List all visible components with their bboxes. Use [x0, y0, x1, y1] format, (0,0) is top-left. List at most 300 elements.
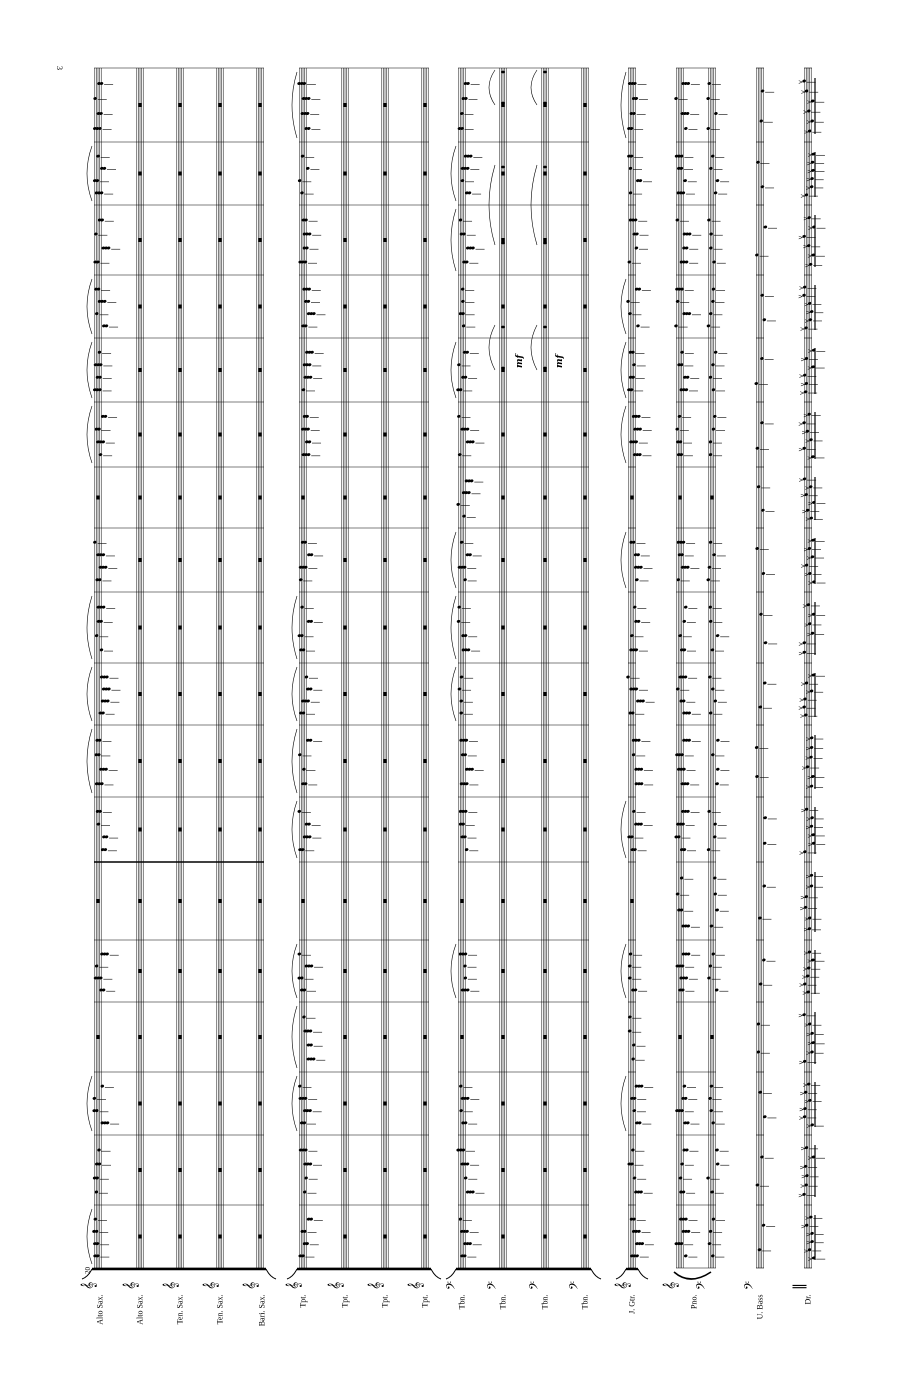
rest: [344, 558, 347, 562]
note-head: [755, 446, 759, 450]
accent-mark: >: [806, 774, 812, 782]
note-head: [98, 809, 102, 813]
note-head: [686, 1229, 690, 1233]
accent-mark: >: [805, 884, 811, 891]
note-head: [466, 82, 470, 86]
accent-mark: >: [798, 1059, 804, 1067]
rest: [179, 172, 182, 176]
note-head: [311, 1057, 315, 1061]
note-head: [674, 324, 678, 328]
slur: [621, 1076, 626, 1131]
instrument-label-pno: Pno.: [689, 1294, 699, 1309]
rest: [139, 969, 142, 973]
note-head: [99, 363, 103, 367]
note-head: [707, 1242, 711, 1246]
note-head: [465, 427, 469, 431]
rest: [344, 899, 347, 903]
rest: [259, 1235, 262, 1239]
note-head: [636, 324, 640, 328]
clef-glyph: 𝄢: [528, 1280, 544, 1290]
rest: [711, 496, 714, 500]
rest: [584, 899, 587, 903]
note-head: [760, 185, 764, 189]
note-head: [468, 1242, 472, 1246]
accent-mark: >: [799, 905, 805, 913]
rest: [584, 828, 587, 832]
note-head: [468, 553, 472, 557]
slur: [292, 72, 297, 138]
note-head: [463, 375, 467, 379]
note-head: [675, 892, 679, 896]
note-head: [629, 388, 633, 392]
rest: [219, 969, 222, 973]
note-head: [97, 1148, 101, 1152]
note-head: [307, 232, 311, 236]
measure-number: 20: [84, 1267, 92, 1274]
note-head: [635, 1254, 639, 1258]
accent-mark: >: [807, 253, 813, 260]
clef-glyph: 𝄢: [743, 1280, 759, 1290]
note-head: [632, 363, 636, 367]
clef-glyph: 𝄞: [615, 1281, 631, 1290]
note-head: [95, 312, 99, 316]
slur: [621, 801, 626, 858]
rest: [584, 238, 587, 242]
note-head: [307, 822, 311, 826]
rest: [584, 558, 587, 562]
rest: [139, 1102, 142, 1106]
note-head: [462, 514, 466, 518]
rest: [139, 1235, 142, 1239]
rest: [424, 692, 427, 696]
accent-mark: >: [798, 285, 804, 293]
note-head: [680, 1109, 684, 1113]
accent-mark: >: [800, 356, 806, 364]
accent-mark: >: [798, 1012, 804, 1020]
slur: [451, 667, 456, 721]
note-head: [98, 388, 102, 392]
accent-mark: >: [800, 492, 806, 500]
note-head: [760, 357, 764, 361]
rest: [139, 368, 142, 372]
rest: [384, 1035, 387, 1039]
rest: [344, 368, 347, 372]
slur: [531, 325, 537, 370]
note-head: [632, 1176, 636, 1180]
note-head: [306, 427, 310, 431]
rest: [502, 1235, 505, 1239]
note-head: [95, 1109, 99, 1113]
rest: [139, 692, 142, 696]
note-head: [626, 299, 630, 303]
note-head: [675, 427, 679, 431]
note-head: [306, 453, 310, 457]
note-head: [639, 767, 643, 771]
instrument-label-ten1: Ten. Sax.: [175, 1294, 185, 1325]
accent-mark: >: [800, 681, 806, 688]
note-head: [301, 388, 305, 392]
note-head: [98, 127, 102, 131]
accent-mark: >: [798, 446, 804, 454]
note-head: [543, 367, 547, 370]
rest: [344, 692, 347, 696]
note-head: [100, 1084, 104, 1088]
note-head: [706, 848, 710, 852]
note-head: [711, 753, 715, 757]
rest: [461, 899, 464, 903]
slur: [621, 279, 626, 334]
note-head: [101, 553, 105, 557]
accent-mark: >: [806, 1231, 812, 1239]
rest: [344, 1168, 347, 1172]
accent-mark: >: [804, 1215, 810, 1223]
rest: [219, 828, 222, 832]
rest: [384, 496, 387, 500]
note-head: [306, 699, 310, 703]
rest: [631, 899, 634, 903]
accent-mark: >: [801, 429, 807, 437]
slur: [87, 279, 92, 334]
note-head: [683, 179, 687, 183]
rest: [219, 1035, 222, 1039]
note-head: [312, 312, 316, 316]
clef-glyph: 𝄞: [286, 1281, 302, 1290]
slur: [621, 532, 626, 588]
rest: [344, 828, 347, 832]
note-head: [459, 675, 463, 679]
rest: [139, 899, 142, 903]
note-head: [309, 553, 313, 557]
note-head: [715, 634, 719, 638]
note-head: [99, 976, 103, 980]
note-head: [543, 326, 547, 329]
rest: [384, 305, 387, 309]
note-head: [686, 809, 690, 813]
note-head: [461, 822, 465, 826]
note-head: [463, 634, 467, 638]
rest: [344, 305, 347, 309]
accent-mark: >: [807, 364, 813, 372]
note-head: [459, 1084, 463, 1088]
rest: [259, 1035, 262, 1039]
note-head: [501, 242, 505, 245]
note-head: [301, 711, 305, 715]
rest: [424, 969, 427, 973]
accent-mark: >: [803, 412, 809, 420]
accent-mark: >: [801, 764, 807, 772]
note-head: [682, 648, 686, 652]
note-head: [305, 246, 309, 250]
accent-mark: >: [798, 234, 804, 242]
dynamic-marking: mf: [515, 354, 525, 368]
rest: [584, 692, 587, 696]
accent-mark: >: [803, 215, 809, 223]
note-head: [465, 1229, 469, 1233]
accent-mark: >: [802, 243, 808, 251]
bracket-hook: [431, 1269, 441, 1279]
note-head: [543, 102, 547, 105]
note-head: [636, 553, 640, 557]
note-head: [104, 324, 108, 328]
note-head: [634, 687, 638, 691]
rest: [384, 759, 387, 763]
rest: [384, 1235, 387, 1239]
note-head: [105, 952, 109, 956]
note-head: [638, 1121, 642, 1125]
rest: [179, 368, 182, 372]
accent-mark: >: [803, 129, 809, 136]
note-head: [709, 312, 713, 316]
rest: [219, 172, 222, 176]
note-head: [685, 1148, 689, 1152]
accent-mark: >: [803, 301, 809, 309]
accent-mark: >: [807, 500, 813, 508]
rest: [424, 626, 427, 630]
accent-mark: >: [805, 309, 811, 317]
rest: [97, 1035, 100, 1039]
note-head: [304, 1148, 308, 1152]
accent-mark: >: [800, 381, 806, 389]
rest: [424, 305, 427, 309]
instrument-label-ten2: Ten. Sax.: [215, 1294, 225, 1325]
note-head: [100, 218, 104, 222]
accent-mark: >: [800, 807, 806, 815]
note-head: [713, 835, 717, 839]
note-head: [471, 246, 475, 250]
clef-glyph: 𝄞: [328, 1281, 344, 1290]
rest: [139, 238, 142, 242]
rest: [384, 103, 387, 107]
slur: [489, 325, 495, 370]
note-head: [633, 218, 637, 222]
rest: [259, 1102, 262, 1106]
slur: [87, 406, 92, 463]
accent-mark: >: [799, 713, 805, 720]
note-head: [95, 1242, 99, 1246]
note-head: [762, 318, 766, 322]
note-head: [309, 619, 313, 623]
rest: [584, 759, 587, 763]
rest: [424, 433, 427, 437]
note-head: [309, 687, 313, 691]
slur: [87, 1076, 92, 1131]
note-head: [629, 127, 633, 131]
note-head: [681, 988, 685, 992]
accent-mark: >: [803, 1098, 810, 1106]
note-head: [460, 179, 464, 183]
bracket-hook: [638, 1269, 648, 1279]
note-head: [457, 687, 461, 691]
note-head: [305, 414, 309, 418]
slur: [87, 667, 92, 721]
note-head: [638, 179, 642, 183]
rest: [344, 969, 347, 973]
note-head: [760, 89, 764, 93]
note-head: [305, 1242, 309, 1246]
rest: [302, 899, 305, 903]
note-head: [461, 299, 465, 303]
instrument-label-tbn1: Tbn.: [457, 1294, 467, 1310]
accent-mark: >: [802, 109, 808, 116]
rest: [679, 1035, 682, 1039]
accent-mark: >: [798, 420, 804, 428]
slur: [621, 342, 626, 398]
dynamic-marking: mf: [555, 354, 565, 368]
slur: [292, 1076, 297, 1131]
note-head: [632, 1217, 636, 1221]
note-head: [631, 1057, 635, 1061]
note-head: [636, 619, 640, 623]
accent-mark: >: [803, 621, 809, 629]
note-head: [300, 605, 304, 609]
rest: [384, 899, 387, 903]
note-head: [464, 809, 468, 813]
note-head: [641, 699, 645, 703]
rest: [259, 433, 262, 437]
rest: [502, 969, 505, 973]
note-head: [638, 427, 642, 431]
rest: [584, 368, 587, 372]
slur: [87, 729, 92, 793]
note-head: [304, 675, 308, 679]
rest: [139, 172, 142, 176]
accent-mark: >: [806, 1122, 812, 1130]
note-head: [101, 440, 105, 444]
rest: [219, 238, 222, 242]
note-head: [300, 154, 304, 158]
note-head: [627, 260, 631, 264]
accent-mark: >: [806, 168, 812, 176]
accent-mark: >: [807, 841, 813, 849]
rest: [679, 496, 682, 500]
note-head: [297, 952, 301, 956]
note-head: [687, 738, 691, 742]
note-head: [107, 687, 111, 691]
rest: [502, 496, 505, 500]
note-head: [99, 191, 103, 195]
note-head: [759, 119, 763, 123]
accent-mark: >: [798, 79, 804, 86]
note-head: [627, 964, 631, 968]
note-head: [711, 952, 715, 956]
note-head: [456, 619, 460, 623]
note-head: [678, 1176, 682, 1180]
accent-mark: >: [799, 389, 805, 397]
bracket-hook: [591, 1269, 601, 1279]
clef-glyph: 𝄞: [81, 1281, 97, 1290]
accent-mark: >: [805, 784, 811, 792]
note-head: [715, 1162, 719, 1166]
rest: [179, 759, 182, 763]
rest: [584, 1168, 587, 1172]
rest: [384, 828, 387, 832]
rest: [179, 969, 182, 973]
rest: [502, 1035, 505, 1039]
note-head: [632, 1109, 636, 1113]
note-head: [686, 82, 690, 86]
slur: [451, 209, 456, 271]
note-head: [716, 767, 720, 771]
note-head: [634, 97, 638, 101]
note-head: [303, 540, 307, 544]
note-head: [684, 1254, 688, 1258]
rest: [544, 1235, 547, 1239]
note-head: [711, 1121, 715, 1125]
note-head: [628, 976, 632, 980]
note-head: [101, 988, 105, 992]
note-head: [677, 835, 681, 839]
accent-mark: >: [800, 1145, 806, 1153]
note-head: [711, 1254, 715, 1258]
rest: [502, 433, 505, 437]
accent-mark: >: [806, 1050, 812, 1057]
accent-mark: >: [800, 192, 806, 200]
rest: [179, 1035, 182, 1039]
rest: [424, 1235, 427, 1239]
slur: [451, 342, 456, 398]
slur: [87, 1209, 92, 1264]
note-head: [684, 388, 688, 392]
instrument-label-tpt3: Tpt.: [380, 1294, 390, 1308]
rest: [544, 433, 547, 437]
accent-mark: >: [804, 262, 810, 270]
note-head: [103, 848, 107, 852]
note-head: [631, 350, 635, 354]
accent-mark: >: [806, 815, 812, 823]
slur: [451, 532, 456, 588]
accent-mark: >: [803, 571, 809, 579]
accent-mark: >: [806, 99, 812, 106]
note-head: [682, 699, 686, 703]
accent-mark: >: [807, 832, 813, 840]
note-head: [637, 287, 641, 291]
rest: [344, 172, 347, 176]
note-head: [684, 246, 688, 250]
note-head: [97, 427, 101, 431]
accent-mark: >: [800, 563, 806, 571]
note-head: [755, 547, 759, 551]
note-head: [638, 453, 642, 457]
rest: [584, 626, 587, 630]
accent-mark: >: [800, 89, 806, 96]
rest: [424, 558, 427, 562]
note-head: [302, 1015, 306, 1019]
note-head: [632, 1096, 636, 1100]
note-head: [715, 908, 719, 912]
note-head: [103, 299, 107, 303]
note-head: [99, 82, 103, 86]
accent-mark: >: [805, 184, 811, 192]
rest: [219, 1235, 222, 1239]
rest: [97, 496, 100, 500]
note-head: [97, 753, 101, 757]
accent-mark: >: [798, 293, 804, 301]
note-head: [93, 97, 97, 101]
note-head: [105, 675, 109, 679]
note-head: [711, 154, 715, 158]
slur: [621, 406, 626, 463]
note-head: [760, 421, 764, 425]
rest: [344, 1235, 347, 1239]
instrument-label-bari: Bari. Sax.: [257, 1294, 267, 1327]
rest: [384, 692, 387, 696]
rest: [139, 103, 142, 107]
note-head: [106, 246, 110, 250]
note-head: [105, 1121, 109, 1125]
note-head: [706, 97, 710, 101]
note-head: [680, 350, 684, 354]
note-head: [715, 1148, 719, 1152]
